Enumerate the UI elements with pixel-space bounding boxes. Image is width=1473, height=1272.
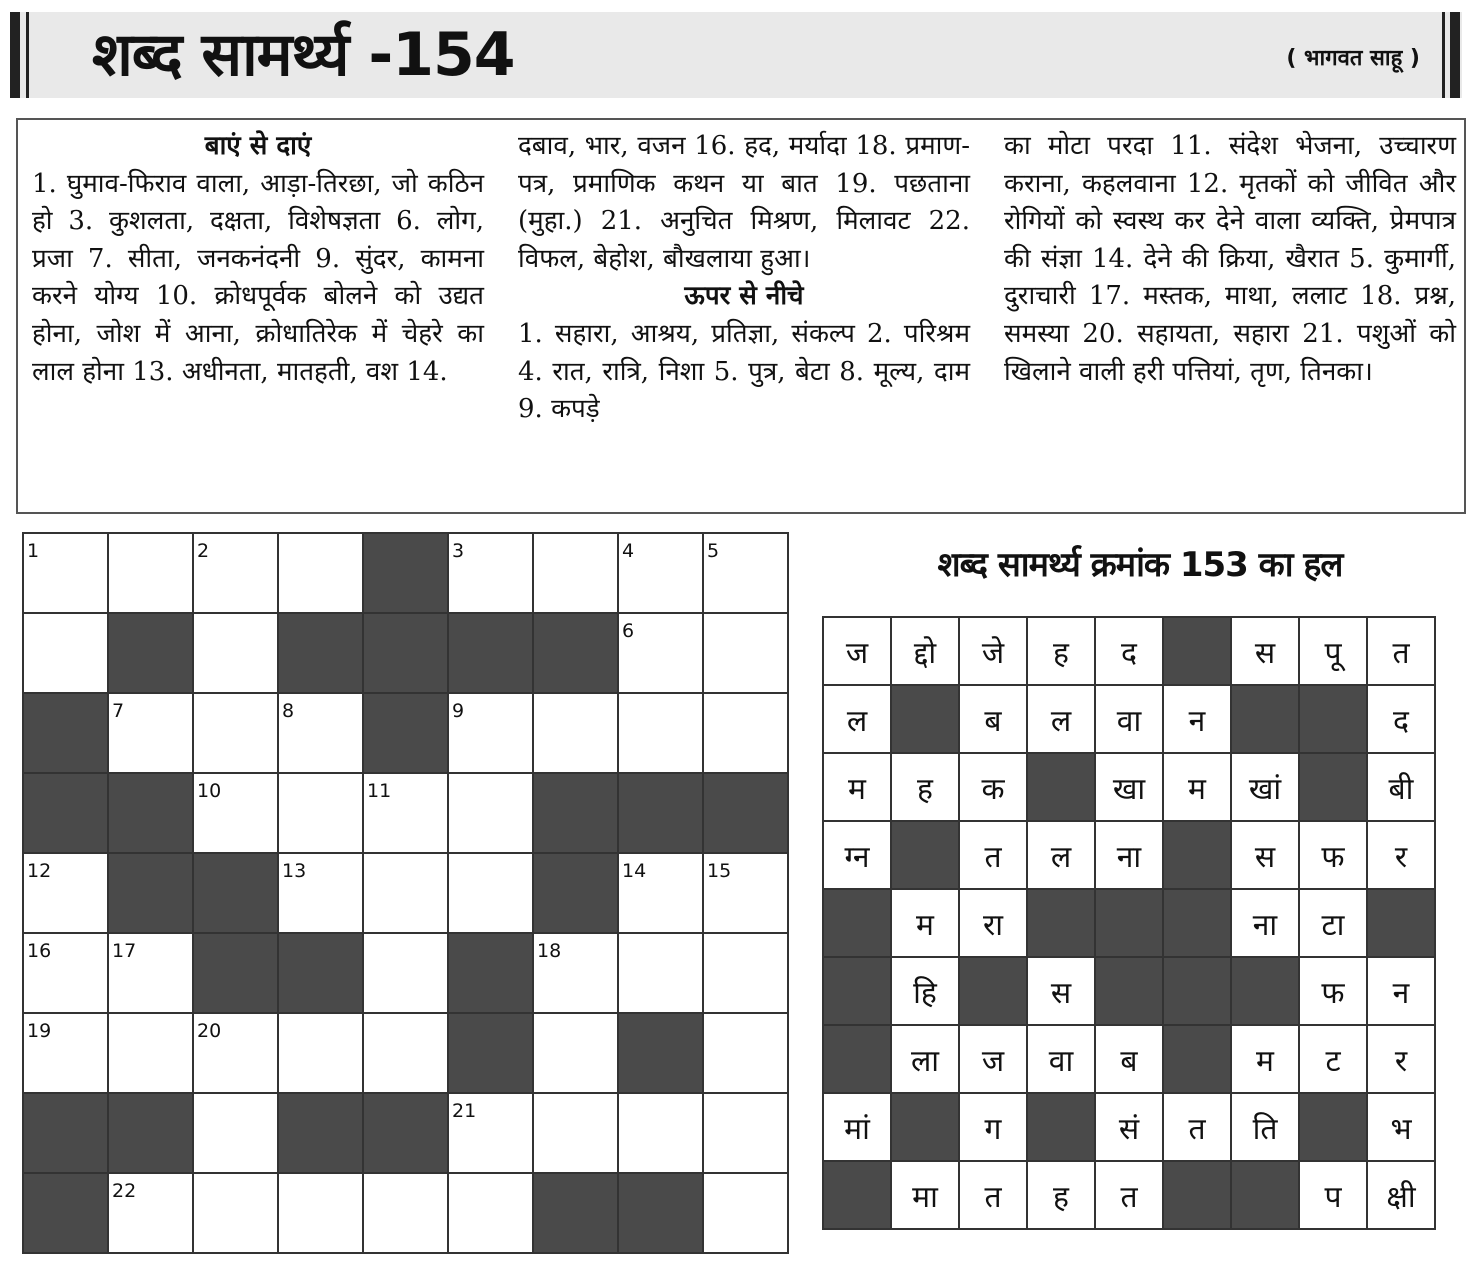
solution-black-cell	[1299, 685, 1367, 753]
grid-cell[interactable]	[703, 1013, 788, 1093]
solution-black-cell	[1163, 889, 1231, 957]
solution-cell: म	[1163, 753, 1231, 821]
clue-number: 19	[27, 1020, 52, 1042]
grid-cell[interactable]	[703, 613, 788, 693]
solution-black-cell	[823, 1161, 891, 1229]
grid-cell[interactable]	[23, 853, 108, 933]
clue-number: 6	[622, 620, 635, 642]
black-cell	[448, 933, 533, 1013]
solution-cell: द	[1367, 685, 1435, 753]
black-cell	[108, 613, 193, 693]
grid-cell[interactable]	[448, 853, 533, 933]
clues-panel	[16, 118, 1466, 514]
black-cell	[363, 533, 448, 613]
black-cell	[618, 1013, 703, 1093]
clue-number: 17	[112, 940, 137, 962]
clue-number: 15	[707, 860, 732, 882]
solution-black-cell	[1163, 1161, 1231, 1229]
grid-cell[interactable]	[618, 1093, 703, 1173]
header-banner	[10, 12, 1462, 98]
solution-black-cell	[1299, 1093, 1367, 1161]
solution-cell: प	[1299, 1161, 1367, 1229]
grid-row	[23, 773, 788, 853]
solution-cell: हि	[891, 957, 959, 1025]
solution-cell: वा	[1095, 685, 1163, 753]
solution-black-cell	[1163, 1025, 1231, 1093]
solution-row	[823, 1093, 1435, 1161]
grid-cell[interactable]	[533, 1093, 618, 1173]
clues-column-3	[1004, 128, 1456, 391]
black-cell	[533, 853, 618, 933]
solution-black-cell	[1299, 753, 1367, 821]
black-cell	[278, 613, 363, 693]
solution-cell: ना	[1231, 889, 1299, 957]
clue-number: 5	[707, 540, 720, 562]
solution-cell: रा	[959, 889, 1027, 957]
black-cell	[278, 1093, 363, 1173]
solution-title: शब्द सामर्थ्य क्रमांक 153 का हल	[937, 545, 1343, 585]
grid-cell[interactable]	[278, 533, 363, 613]
black-cell	[533, 773, 618, 853]
grid-cell[interactable]	[533, 1013, 618, 1093]
grid-cell[interactable]	[703, 933, 788, 1013]
solution-row	[823, 957, 1435, 1025]
clue-number: 3	[452, 540, 465, 562]
solution-cell: फ	[1299, 821, 1367, 889]
solution-row	[823, 753, 1435, 821]
solution-cell: त	[959, 1161, 1027, 1229]
black-cell	[193, 933, 278, 1013]
black-cell	[278, 933, 363, 1013]
grid-cell[interactable]	[618, 693, 703, 773]
grid-row	[23, 933, 788, 1013]
grid-cell[interactable]	[108, 1013, 193, 1093]
grid-cell[interactable]	[193, 613, 278, 693]
clue-number: 14	[622, 860, 647, 882]
black-cell	[108, 773, 193, 853]
solution-black-cell	[823, 1025, 891, 1093]
solution-cell: पू	[1299, 617, 1367, 685]
grid-cell[interactable]	[618, 613, 703, 693]
solution-row	[823, 889, 1435, 957]
solution-cell: त	[1095, 1161, 1163, 1229]
solution-cell: सं	[1095, 1093, 1163, 1161]
grid-row	[23, 693, 788, 773]
black-cell	[23, 693, 108, 773]
black-cell	[618, 773, 703, 853]
grid-cell[interactable]	[703, 1093, 788, 1173]
solution-black-cell	[823, 889, 891, 957]
grid-cell[interactable]	[618, 853, 703, 933]
solution-cell: ज	[959, 1025, 1027, 1093]
page-title: शब्द सामर्थ्य -154	[92, 20, 515, 90]
solution-row	[823, 685, 1435, 753]
grid-cell[interactable]	[533, 933, 618, 1013]
across-heading: बाएं से दाएं	[204, 131, 312, 161]
clue-number: 21	[452, 1100, 477, 1122]
grid-cell[interactable]	[363, 1173, 448, 1253]
solution-black-cell	[1163, 957, 1231, 1025]
solution-cell: वा	[1027, 1025, 1095, 1093]
banner-bar-right-thin	[1442, 12, 1445, 98]
solution-cell: ह	[1027, 617, 1095, 685]
down-clues-part-2: का मोटा परदा 11. संदेश भेजना, उच्चारण कराना, कहलवाना 12. मृतकों को जीवित और रोगियों को स्वस्थ कर देने वाला व्यक्ति, प्रेमपात्र की संज्ञा 14. देने की क्रिया, खैरात 5. कुमार्गी, दुराचारी 17. मस्तक, माथा, ललाट 18. प्रश्न, समस्या 20. सहायता, सहारा 21. पशुओं को खिलाने वाली हरी पत्तियां, तृण, तिनका।	[1004, 131, 1456, 387]
black-cell	[193, 853, 278, 933]
grid-cell[interactable]	[363, 1013, 448, 1093]
clue-number: 22	[112, 1180, 137, 1202]
solution-cell: जे	[959, 617, 1027, 685]
solution-row	[823, 1161, 1435, 1229]
clue-number: 7	[112, 700, 125, 722]
grid-row	[23, 533, 788, 613]
solution-black-cell	[1027, 1093, 1095, 1161]
solution-black-cell	[891, 1093, 959, 1161]
solution-row	[823, 821, 1435, 889]
solution-black-cell	[1095, 889, 1163, 957]
grid-row	[23, 853, 788, 933]
solution-black-cell	[1027, 889, 1095, 957]
grid-cell[interactable]	[108, 693, 193, 773]
solution-cell: क	[959, 753, 1027, 821]
grid-row	[23, 1013, 788, 1093]
solution-cell: खा	[1095, 753, 1163, 821]
grid-cell[interactable]	[278, 853, 363, 933]
solution-cell: म	[823, 753, 891, 821]
solution-cell: ज	[823, 617, 891, 685]
solution-black-cell	[1231, 685, 1299, 753]
black-cell	[533, 1173, 618, 1253]
solution-cell: खां	[1231, 753, 1299, 821]
solution-cell: र	[1367, 821, 1435, 889]
clue-number: 13	[282, 860, 307, 882]
solution-black-cell	[1231, 1161, 1299, 1229]
banner-bar-left	[10, 12, 20, 98]
clue-number: 12	[27, 860, 52, 882]
solution-cell: ग	[959, 1093, 1027, 1161]
grid-cell[interactable]	[108, 933, 193, 1013]
grid-cell[interactable]	[278, 1013, 363, 1093]
grid-cell[interactable]	[363, 773, 448, 853]
solution-cell: स	[1231, 617, 1299, 685]
black-cell	[23, 1173, 108, 1253]
clue-number: 8	[282, 700, 295, 722]
grid-cell[interactable]	[193, 1013, 278, 1093]
grid-cell[interactable]	[533, 693, 618, 773]
black-cell	[703, 773, 788, 853]
grid-cell[interactable]	[108, 1173, 193, 1253]
grid-cell[interactable]	[23, 933, 108, 1013]
grid-cell[interactable]	[193, 1093, 278, 1173]
solution-cell: ब	[1095, 1025, 1163, 1093]
solution-cell: ब	[959, 685, 1027, 753]
solution-cell: ह	[891, 753, 959, 821]
down-heading: ऊपर से नीचे	[684, 281, 804, 312]
solution-cell: क्षी	[1367, 1161, 1435, 1229]
grid-cell[interactable]	[448, 773, 533, 853]
banner-bar-left-thin	[26, 12, 29, 98]
grid-cell[interactable]	[278, 1173, 363, 1253]
solution-cell: ति	[1231, 1093, 1299, 1161]
grid-cell[interactable]	[108, 533, 193, 613]
black-cell	[363, 1093, 448, 1173]
solution-cell: मां	[823, 1093, 891, 1161]
clue-number: 11	[367, 780, 392, 802]
clues-column-2	[518, 128, 970, 429]
solution-black-cell	[1163, 617, 1231, 685]
solution-cell: मा	[891, 1161, 959, 1229]
solution-cell: र	[1367, 1025, 1435, 1093]
clue-number: 4	[622, 540, 635, 562]
grid-cell[interactable]	[278, 693, 363, 773]
black-cell	[618, 1173, 703, 1253]
black-cell	[533, 613, 618, 693]
grid-cell[interactable]	[703, 693, 788, 773]
solution-cell: त	[1163, 1093, 1231, 1161]
grid-cell[interactable]	[23, 533, 108, 613]
grid-cell[interactable]	[448, 533, 533, 613]
solution-black-cell	[1027, 753, 1095, 821]
clues-column-1	[32, 128, 484, 391]
grid-cell[interactable]	[618, 933, 703, 1013]
grid-cell[interactable]	[618, 533, 703, 613]
black-cell	[448, 613, 533, 693]
solution-cell: फ	[1299, 957, 1367, 1025]
grid-cell[interactable]	[363, 853, 448, 933]
solution-cell: भ	[1367, 1093, 1435, 1161]
solution-grid	[822, 616, 1436, 1230]
grid-cell[interactable]	[703, 1173, 788, 1253]
across-clues-part-2: दबाव, भार, वजन 16. हद, मर्यादा 18. प्रमाण-पत्र, प्रमाणिक कथन या बात 19. पछताना (मुहा.) 21. अनुचित मिश्रण, मिलावट 22. विफल, बेहोश, बौखलाया हुआ।	[518, 131, 970, 274]
solution-black-cell	[1163, 821, 1231, 889]
solution-cell: ट	[1299, 1025, 1367, 1093]
grid-cell[interactable]	[703, 533, 788, 613]
grid-row	[23, 613, 788, 693]
solution-row	[823, 1025, 1435, 1093]
black-cell	[363, 693, 448, 773]
solution-row	[823, 617, 1435, 685]
clue-number: 18	[537, 940, 562, 962]
solution-black-cell	[1095, 957, 1163, 1025]
solution-cell: द्दो	[891, 617, 959, 685]
grid-cell[interactable]	[23, 613, 108, 693]
clue-number: 10	[197, 780, 222, 802]
solution-cell: ला	[891, 1025, 959, 1093]
solution-cell: न	[1367, 957, 1435, 1025]
grid-cell[interactable]	[23, 1013, 108, 1093]
solution-cell: ह	[1027, 1161, 1095, 1229]
solution-cell: टा	[1299, 889, 1367, 957]
across-clues-part-1: 1. घुमाव-फिराव वाला, आड़ा-तिरछा, जो कठिन हो 3. कुशलता, दक्षता, विशेषज्ञता 6. लोग, प्रजा 7. सीता, जनकनंदनी 9. सुंदर, कामना करने योग्य 10. क्रोधपूर्वक बोलने को उद्यत होना, जोश में आना, क्रोधातिरेक में चेहरे का लाल होना 13. अधीनता, मातहती, वश 14.	[32, 168, 484, 387]
solution-cell: स	[1231, 821, 1299, 889]
grid-cell[interactable]	[703, 853, 788, 933]
grid-cell[interactable]	[278, 773, 363, 853]
grid-row	[23, 1093, 788, 1173]
black-cell	[23, 773, 108, 853]
solution-cell: द	[1095, 617, 1163, 685]
clue-number: 16	[27, 940, 52, 962]
solution-cell: बी	[1367, 753, 1435, 821]
clue-number: 1	[27, 540, 40, 562]
grid-cell[interactable]	[363, 933, 448, 1013]
solution-cell: त	[959, 821, 1027, 889]
grid-cell[interactable]	[193, 693, 278, 773]
grid-cell[interactable]	[193, 1173, 278, 1253]
grid-cell[interactable]	[193, 533, 278, 613]
clue-number: 20	[197, 1020, 222, 1042]
solution-cell: स	[1027, 957, 1095, 1025]
banner-bar-right	[1450, 12, 1460, 98]
grid-cell[interactable]	[448, 1173, 533, 1253]
solution-black-cell	[891, 685, 959, 753]
black-cell	[108, 1093, 193, 1173]
black-cell	[363, 613, 448, 693]
grid-cell[interactable]	[533, 533, 618, 613]
solution-cell: ल	[1027, 685, 1095, 753]
black-cell	[23, 1093, 108, 1173]
solution-cell: म	[891, 889, 959, 957]
solution-black-cell	[823, 957, 891, 1025]
solution-black-cell	[1231, 957, 1299, 1025]
solution-cell: त	[1367, 617, 1435, 685]
clue-number: 2	[197, 540, 210, 562]
clue-number: 9	[452, 700, 465, 722]
black-cell	[448, 1013, 533, 1093]
solution-cell: ल	[1027, 821, 1095, 889]
solution-cell: ल	[823, 685, 891, 753]
solution-black-cell	[1367, 889, 1435, 957]
solution-cell: ना	[1095, 821, 1163, 889]
grid-cell[interactable]	[193, 773, 278, 853]
crossword-grid	[22, 532, 789, 1254]
grid-cell[interactable]	[448, 1093, 533, 1173]
solution-cell: न	[1163, 685, 1231, 753]
solution-black-cell	[891, 821, 959, 889]
solution-black-cell	[959, 957, 1027, 1025]
grid-cell[interactable]	[448, 693, 533, 773]
down-clues-part-1: 1. सहारा, आश्रय, प्रतिज्ञा, संकल्प 2. परिश्रम 4. रात, रात्रि, निशा 5. पुत्र, बेटा 8. मूल्य, दाम 9. कपड़े	[518, 318, 970, 425]
black-cell	[108, 853, 193, 933]
solution-cell: ग्न	[823, 821, 891, 889]
author-credit: ( भागवत साहू )	[1286, 46, 1420, 71]
solution-cell: म	[1231, 1025, 1299, 1093]
grid-row	[23, 1173, 788, 1253]
